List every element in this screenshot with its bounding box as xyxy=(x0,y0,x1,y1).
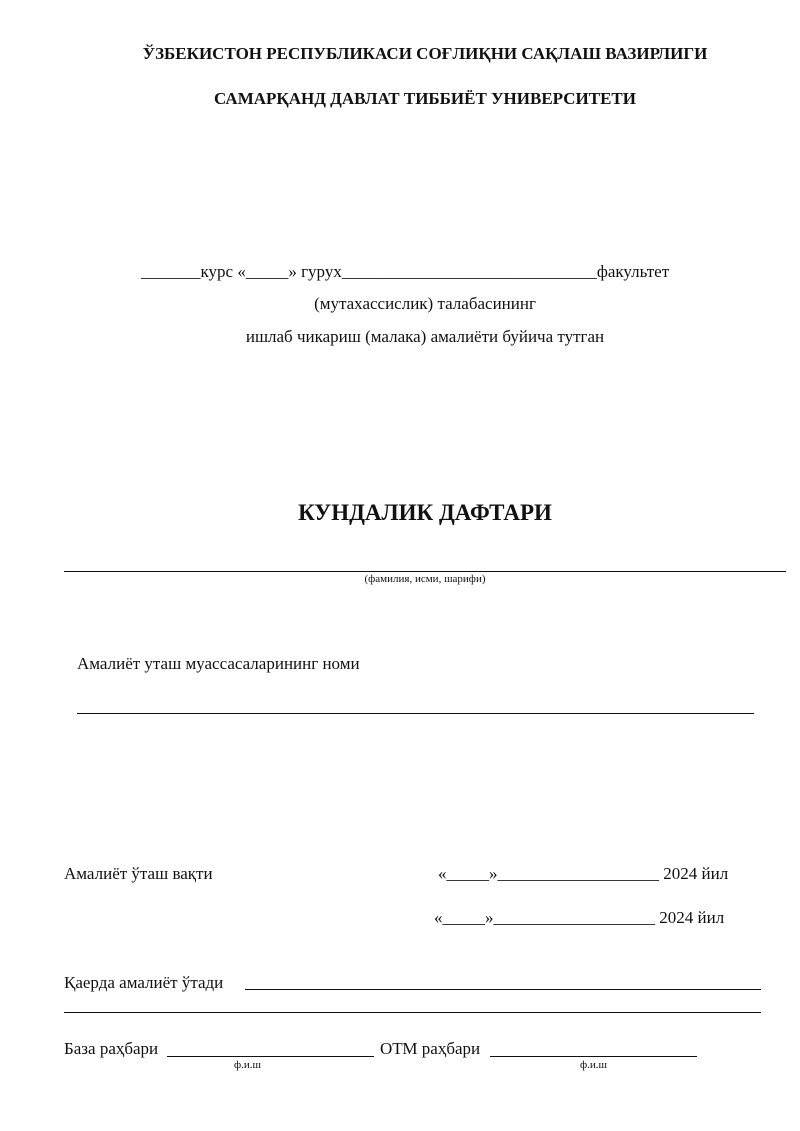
base-supervisor-caption: ф.и.ш xyxy=(234,1059,261,1071)
university-supervisor-caption: ф.и.ш xyxy=(580,1059,607,1071)
institution-name-line xyxy=(77,713,754,714)
student-name-line xyxy=(64,571,786,572)
practice-place-extra-line xyxy=(64,1012,761,1013)
period-start-date: «_____»___________________ 2024 йил xyxy=(438,864,729,883)
ministry-heading: ЎЗБЕКИСТОН РЕСПУБЛИКАСИ СОҒЛИҚНИ САҚЛАШ ВАЗИРЛИГИ xyxy=(142,44,708,63)
base-supervisor-line xyxy=(167,1056,374,1057)
course-group-faculty-line: _______курс «_____» гурух______________________________факультет xyxy=(141,262,670,281)
specialty-line: (мутахассислик) талабасининг xyxy=(314,294,536,313)
practice-period-label: Амалиёт ўташ вақти xyxy=(64,864,213,883)
university-supervisor-label: ОТМ раҳбари xyxy=(380,1039,481,1058)
university-heading: САМАРҚАНД ДАВЛАТ ТИББИЁТ УНИВЕРСИТЕТИ xyxy=(213,89,636,108)
practice-place-label: Қаерда амалиёт ўтади xyxy=(64,973,224,992)
practice-type-line: ишлаб чикариш (малака) амалиёти буйича тутган xyxy=(245,327,605,346)
student-name-caption: (фамилия, исми, шарифи) xyxy=(364,573,486,585)
practice-place-line xyxy=(245,989,761,990)
document-title: КУНДАЛИК ДАФТАРИ xyxy=(298,500,552,525)
university-supervisor-line xyxy=(490,1056,697,1057)
base-supervisor-label: База раҳбари xyxy=(64,1039,159,1058)
period-end-date: «_____»___________________ 2024 йил xyxy=(434,908,725,927)
institution-label: Амалиёт уташ муассасаларининг номи xyxy=(77,654,360,673)
